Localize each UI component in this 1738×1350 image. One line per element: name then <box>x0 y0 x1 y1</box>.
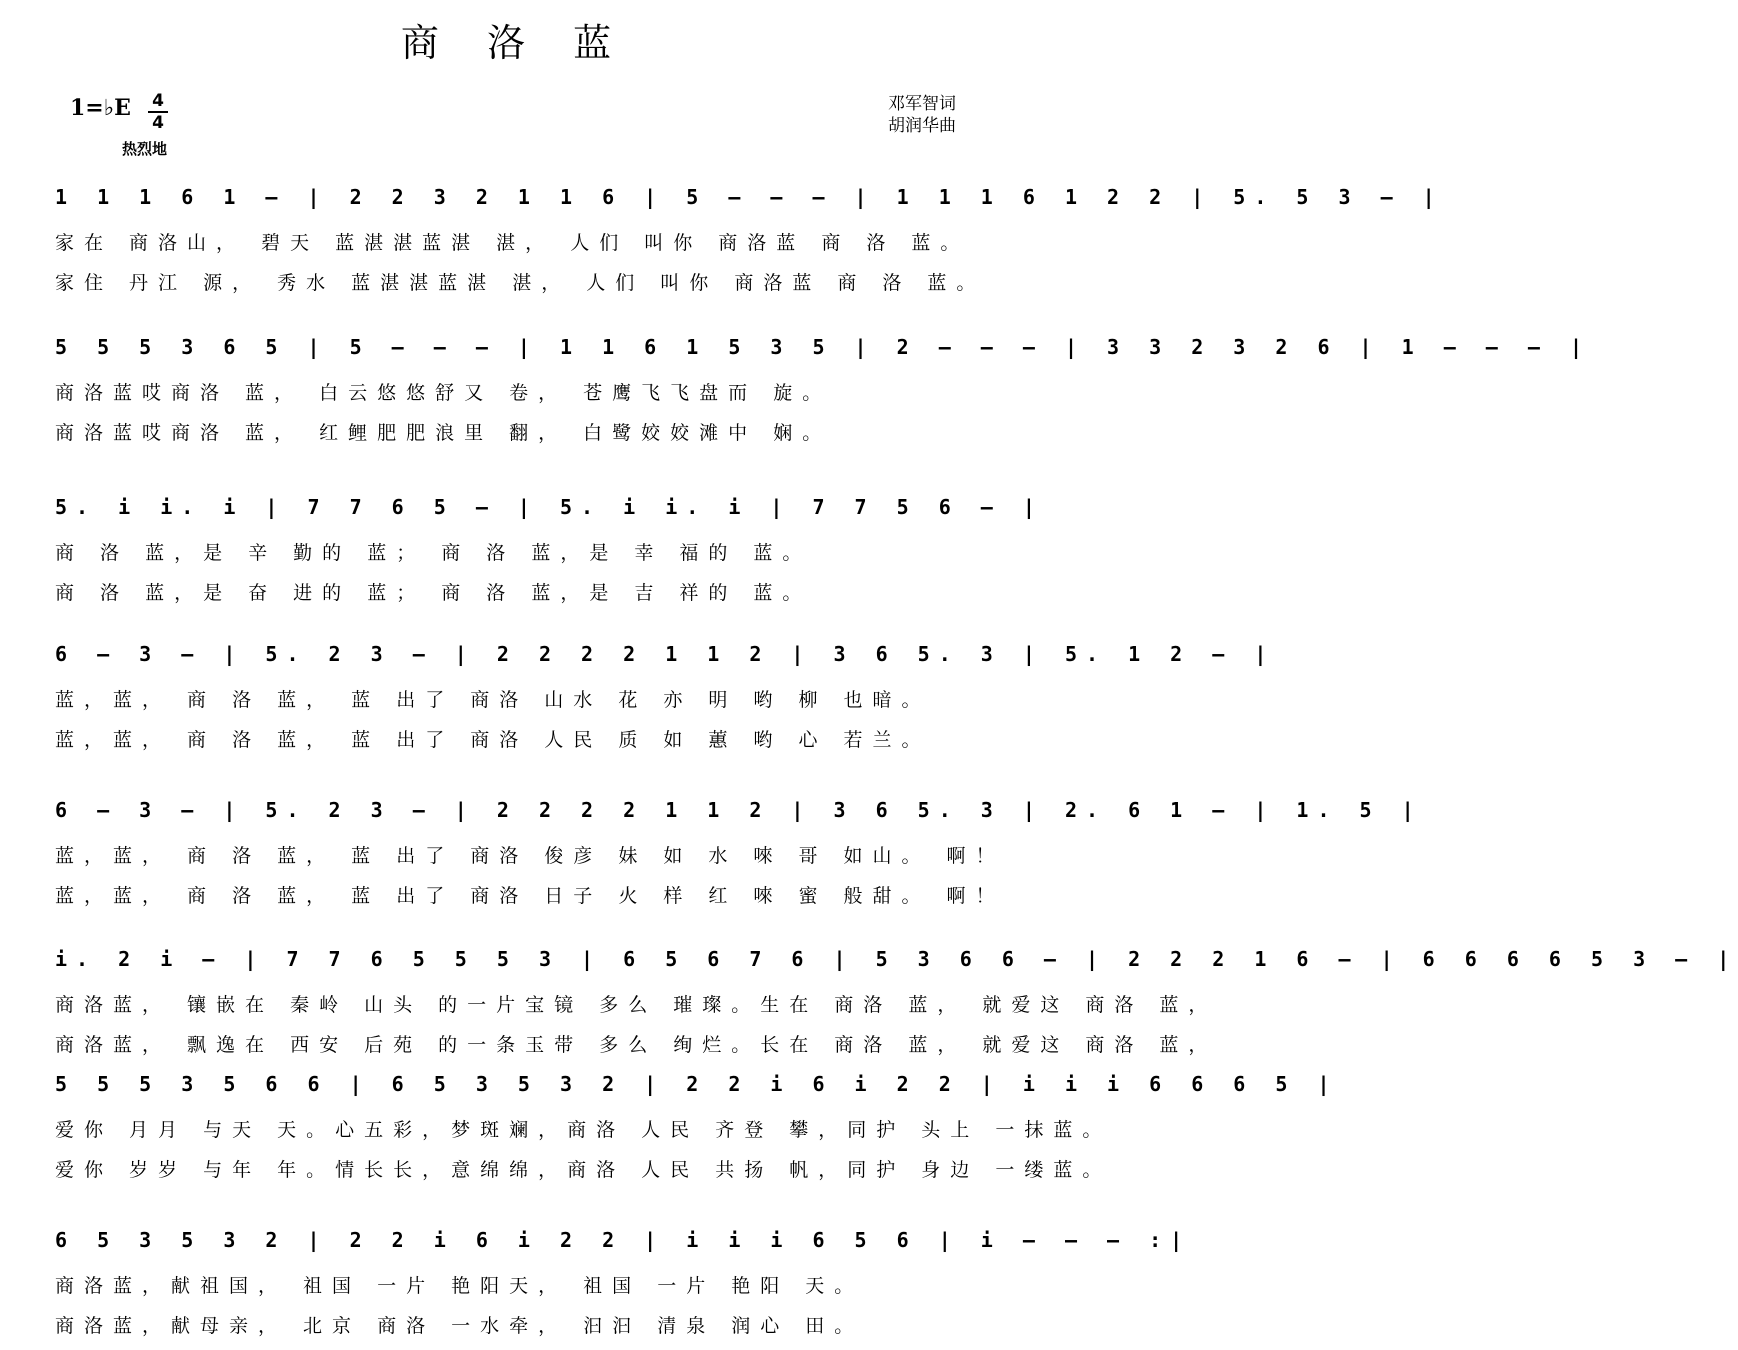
score-row <box>55 788 1423 916</box>
credits <box>888 93 956 137</box>
notation-text: 6 – 3 – | 5. 2 3 – | 2 2 2 2 1 1 2 | 3 6 5. 3 | 2. 6 1 – | 1. 5 | <box>55 798 1423 822</box>
lyricist: 邓军智词 <box>888 94 956 114</box>
notation-line <box>55 485 1044 533</box>
notation-text: 5. i i. i | 7 7 6 5 – | 5. i i. i | 7 7 5 6 – | <box>55 495 1044 519</box>
lyric-verse-2: 商洛蓝，献母亲， 北京 商洛 一水牵， 汩汩 清泉 润心 田。 <box>55 1315 864 1337</box>
score-row <box>55 325 1591 453</box>
lyric-verse-1: 商洛蓝哎商洛 蓝， 白云悠悠舒又 卷， 苍鹰飞飞盘而 旋。 <box>55 382 832 404</box>
notation-text: i. 2 i – | 7 7 6 5 5 5 3 | 6 5 6 7 6 | 5 3 6 6 – | 2 2 2 1 6 – | 6 6 6 6 5 3 – | <box>55 947 1738 971</box>
lyric-verse-2: 家住 丹江 源， 秀水 蓝湛湛蓝湛 湛， 人们 叫你 商洛蓝 商 洛 蓝。 <box>55 272 986 294</box>
notation-line <box>55 632 1276 680</box>
time-signature <box>148 92 168 132</box>
score-row <box>55 175 1444 303</box>
notation-text: 5 5 5 3 5 6 6 | 6 5 3 5 3 2 | 2 2 i 6 i 2 2 | i i i 6 6 6 5 | <box>55 1072 1339 1096</box>
notation-line <box>55 1218 1192 1266</box>
notation-line <box>55 788 1423 836</box>
score-row <box>55 632 1276 760</box>
lyric-verse-1: 家在 商洛山， 碧天 蓝湛湛蓝湛 湛， 人们 叫你 商洛蓝 商 洛 蓝。 <box>55 232 970 254</box>
key-signature: 1=♭E <box>70 95 131 121</box>
notation-text: 6 – 3 – | 5. 2 3 – | 2 2 2 2 1 1 2 | 3 6 5. 3 | 5. 1 2 – | <box>55 642 1276 666</box>
lyric-verse-1: 商洛蓝，献祖国， 祖国 一片 艳阳天， 祖国 一片 艳阳 天。 <box>55 1275 864 1297</box>
lyric-verse-2: 爱你 岁岁 与年 年。情长长，意绵绵，商洛 人民 共扬 帆，同护 身边 一缕蓝。 <box>55 1159 1112 1181</box>
lyric-verse-2: 商洛蓝， 飘逸在 西安 后苑 的一条玉带 多么 绚烂。长在 商洛 蓝， 就爱这 商洛 蓝， <box>55 1034 1218 1056</box>
notation-text: 5 5 5 3 6 5 | 5 – – – | 1 1 6 1 5 3 5 | 2 – – – | 3 3 2 3 2 6 | 1 – – – | <box>55 335 1591 359</box>
score-row <box>55 1218 1192 1346</box>
composer: 胡润华曲 <box>888 116 956 136</box>
time-signature-bottom: 4 <box>152 113 164 133</box>
lyric-verse-2: 蓝，蓝， 商 洛 蓝， 蓝 出了 商洛 人民 质 如 蕙 哟 心 若兰。 <box>55 729 931 751</box>
notation-line <box>55 175 1444 223</box>
notation-line <box>55 937 1738 985</box>
score-row <box>55 1062 1339 1190</box>
notation-line <box>55 325 1591 373</box>
time-signature-top: 4 <box>152 91 164 111</box>
lyric-verse-1: 商 洛 蓝，是 辛 勤的 蓝； 商 洛 蓝，是 幸 福的 蓝。 <box>55 542 812 564</box>
lyric-verse-2: 商 洛 蓝，是 奋 进的 蓝； 商 洛 蓝，是 吉 祥的 蓝。 <box>55 582 812 604</box>
lyric-verse-1: 蓝，蓝， 商 洛 蓝， 蓝 出了 商洛 俊彦 妹 如 水 唻 哥 如山。 啊！ <box>55 845 1005 867</box>
notation-text: 6 5 3 5 3 2 | 2 2 i 6 i 2 2 | i i i 6 5 6 | i – – – :| <box>55 1228 1192 1252</box>
lyric-verse-1: 爱你 月月 与天 天。心五彩，梦斑斓，商洛 人民 齐登 攀，同护 头上 一抹蓝。 <box>55 1119 1112 1141</box>
song-title: 商 洛 蓝 <box>400 21 630 65</box>
lyric-verse-2: 商洛蓝哎商洛 蓝， 红鲤肥肥浪里 翻， 白鹭姣姣滩中 娴。 <box>55 422 832 444</box>
score-row <box>55 485 1044 613</box>
notation-line <box>55 1062 1339 1110</box>
notation-text: 1 1 1 6 1 – | 2 2 3 2 1 1 6 | 5 – – – | 1 1 1 6 1 2 2 | 5. 5 3 – | <box>55 185 1444 209</box>
score-row <box>55 937 1738 1065</box>
lyric-verse-1: 商洛蓝， 镶嵌在 秦岭 山头 的一片宝镜 多么 璀璨。生在 商洛 蓝， 就爱这 商洛 蓝， <box>55 994 1218 1016</box>
tempo-marking: 热烈地 <box>122 140 168 158</box>
lyric-verse-1: 蓝，蓝， 商 洛 蓝， 蓝 出了 商洛 山水 花 亦 明 哟 柳 也暗。 <box>55 689 931 711</box>
lyric-verse-2: 蓝，蓝， 商 洛 蓝， 蓝 出了 商洛 日子 火 样 红 唻 蜜 般甜。 啊！ <box>55 885 1005 907</box>
